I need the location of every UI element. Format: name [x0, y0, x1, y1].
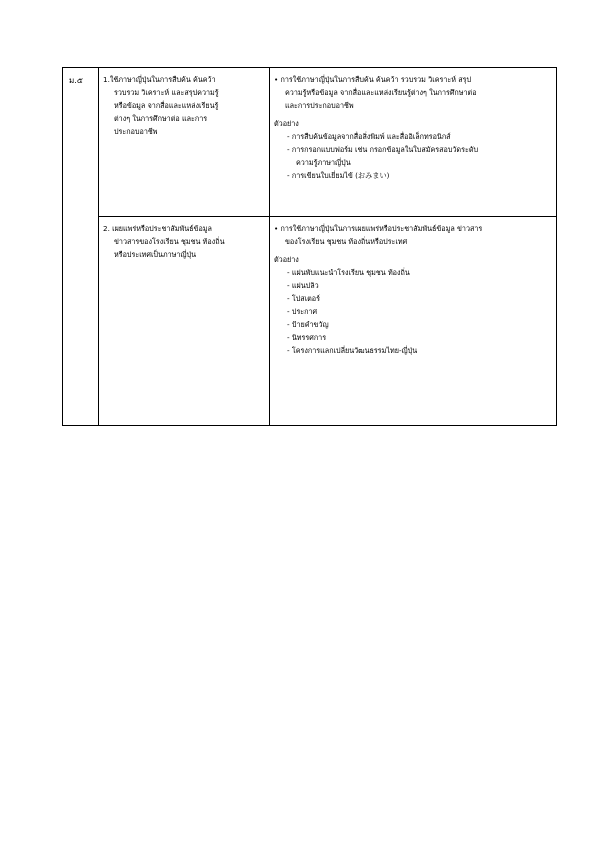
- example-item: - ป้ายคำขวัญ: [287, 320, 329, 329]
- example-item: - แผ่นพับแนะนำโรงเรียน ชุมชน ท้องถิ่น: [287, 268, 410, 277]
- content-line: • การใช้ภาษาญี่ปุ่นในการสืบค้น ค้นคว้า รวบรวม วิเคราะห์ สรุป: [274, 75, 472, 84]
- example-heading: ตัวอย่าง: [274, 119, 299, 128]
- example-item: - โครงการแลกเปลี่ยนวัฒนธรรมไทย-ญี่ปุ่น: [287, 346, 418, 355]
- content-cell-1: [274, 73, 478, 182]
- example-item: - โปสเตอร์: [287, 294, 320, 303]
- indicator-line: ต่างๆ ในการศึกษาต่อ และการ: [114, 114, 208, 123]
- example-item: - การกรอกแบบฟอร์ม เช่น กรอกข้อมูลในใบสมัครสอบวัดระดับ: [287, 145, 479, 154]
- content-line: • การใช้ภาษาญี่ปุ่นในการเผยแพร่หรือประชาสัมพันธ์ข้อมูล ข่าวสาร: [274, 224, 483, 233]
- example-item: - นิทรรศการ: [287, 333, 327, 342]
- content-line: ของโรงเรียน ชุมชน ท้องถิ่นหรือประเทศ: [285, 237, 408, 246]
- content-line: ความรู้หรือข้อมูล จากสื่อและแหล่งเรียนรู้ต่างๆ ในการศึกษาต่อ: [285, 88, 477, 97]
- indicator-line: หรือประเทศเป็นภาษาญี่ปุ่น: [114, 250, 197, 259]
- content-line: และการประกอบอาชีพ: [285, 101, 354, 110]
- grade-level-label: ม.๕: [69, 76, 83, 85]
- indicator-line: 1.ใช้ภาษาญี่ปุ่นในการสืบค้น ค้นคว้า: [103, 75, 216, 84]
- indicator-cell-2: [103, 222, 225, 261]
- example-heading: ตัวอย่าง: [274, 255, 299, 264]
- column-divider-level: [98, 68, 99, 425]
- indicator-line: รวบรวม วิเคราะห์ และสรุปความรู้: [114, 88, 219, 97]
- indicator-line: ประกอบอาชีพ: [114, 127, 158, 136]
- indicator-line: 2. เผยแพร่หรือประชาสัมพันธ์ข้อมูล: [103, 224, 212, 233]
- example-item: - การสืบค้นข้อมูลจากสื่อสิ่งพิมพ์ และสื่ออิเล็กทรอนิกส์: [287, 132, 451, 141]
- indicator-line: ข่าวสารของโรงเรียน ชุมชน ท้องถิ่น: [114, 237, 225, 246]
- example-item-continuation: ความรู้ภาษาญี่ปุ่น: [296, 158, 351, 167]
- indicator-cell-1: [103, 73, 219, 138]
- example-item: - แผ่นปลิว: [287, 281, 319, 290]
- example-item: - ประกาศ: [287, 307, 318, 316]
- example-item: - การเขียนใบเยี่ยมไข้ (おみまい): [287, 171, 390, 180]
- content-cell-2: [274, 222, 482, 357]
- row-divider: [98, 216, 556, 217]
- column-divider-indicator: [269, 68, 270, 425]
- standards-table: [62, 67, 557, 426]
- indicator-line: หรือข้อมูล จากสื่อและแหล่งเรียนรู้: [114, 101, 219, 110]
